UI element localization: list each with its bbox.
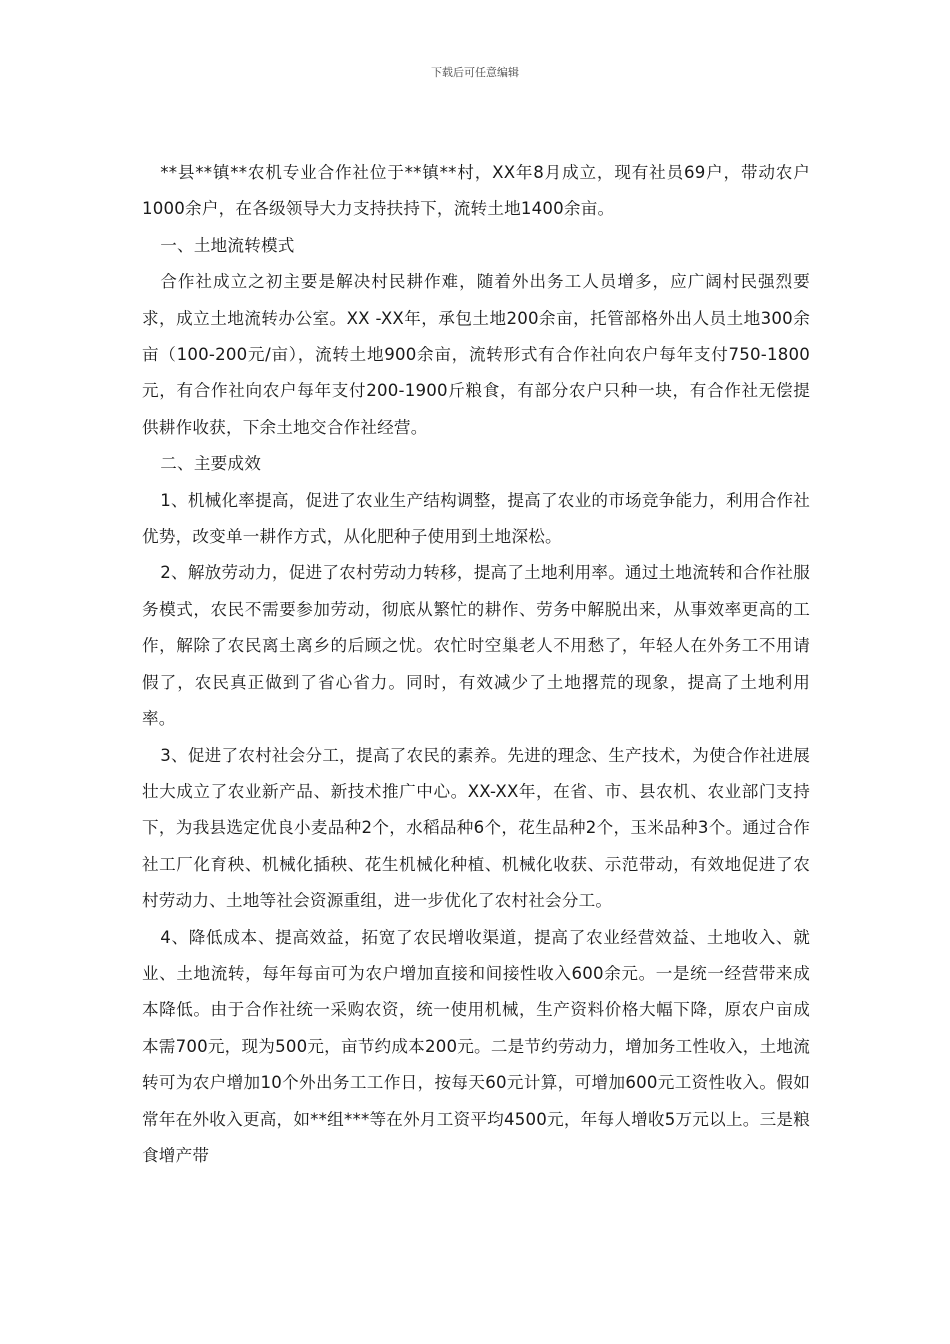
intro-paragraph: **县**镇**农机专业合作社位于**镇**村，XX年8月成立，现有社员69户，带动农户1000余户，在各级领导大力支持扶持下，流转土地1400余亩。 — [142, 163, 810, 219]
section-2-heading: 二、主要成效 — [160, 454, 262, 474]
document-body — [142, 155, 810, 1174]
effect-item-3: 3、促进了农村社会分工，提高了农民的素养。先进的理念、生产技术，为使合作社进展壮大成立了农业新产品、新技术推广中心。XX-XX年，在省、市、县农机、农业部门支持下，为我县选定优良小麦品种2个，水稻品种6个，花生品种2个，玉米品种3个。通过合作社工厂化育秧、机械化插秧、花生机械化种植、机械化收获、示范带动，有效地促进了农村劳动力、土地等社会资源重组，进一步优化了农村社会分工。 — [142, 745, 810, 911]
page-header-note: 下载后可任意编辑 — [431, 66, 519, 79]
effect-item-1: 1、机械化率提高，促进了农业生产结构调整，提高了农业的市场竞争能力，利用合作社优势，改变单一耕作方式，从化肥种子使用到土地深松。 — [142, 490, 810, 547]
effect-item-2: 2、解放劳动力，促进了农村劳动力转移，提高了土地利用率。通过土地流转和合作社服务模式，农民不需要参加劳动，彻底从繁忙的耕作、劳务中解脱出来，从事效率更高的工作，解除了农民离土离乡的后顾之忧。农忙时空巢老人不用愁了，年轻人在外务工不用请假了，农民真正做到了省心省力。同时，有效减少了土地撂荒的现象，提高了土地利用率。 — [142, 563, 810, 729]
effect-item-4: 4、降低成本、提高效益，拓宽了农民增收渠道，提高了农业经营效益、土地收入、就业、土地流转，每年每亩可为农户增加直接和间接性收入600余元。一是统一经营带来成本降低。由于合作社统一采购农资，统一使用机械，生产资料价格大幅下降，原农户亩成本需700元，现为500元，亩节约成本200元。二是节约劳动力，增加务工性收入，土地流转可为农户增加10个外出务工工作日，按每天60元计算，可增加600元工资性收入。假如常年在外收入更高，如**组***等在外月工资平均4500元，年每人增收5万元以上。三是粮食增产带 — [142, 927, 810, 1165]
section-1-paragraph: 合作社成立之初主要是解决村民耕作难，随着外出务工人员增多，应广阔村民强烈要求，成立土地流转办公室。XX -XX年，承包土地200余亩，托管部格外出人员土地300余亩（100-200元/亩），流转土地900余亩，流转形式有合作社向农户每年支付750-1800元，有合作社向农户每年支付200-1900斤粮食，有部分农户只种一块，有合作社无偿提供耕作收获，下余土地交合作社经营。 — [142, 272, 810, 437]
section-1-heading: 一、土地流转模式 — [160, 235, 295, 255]
